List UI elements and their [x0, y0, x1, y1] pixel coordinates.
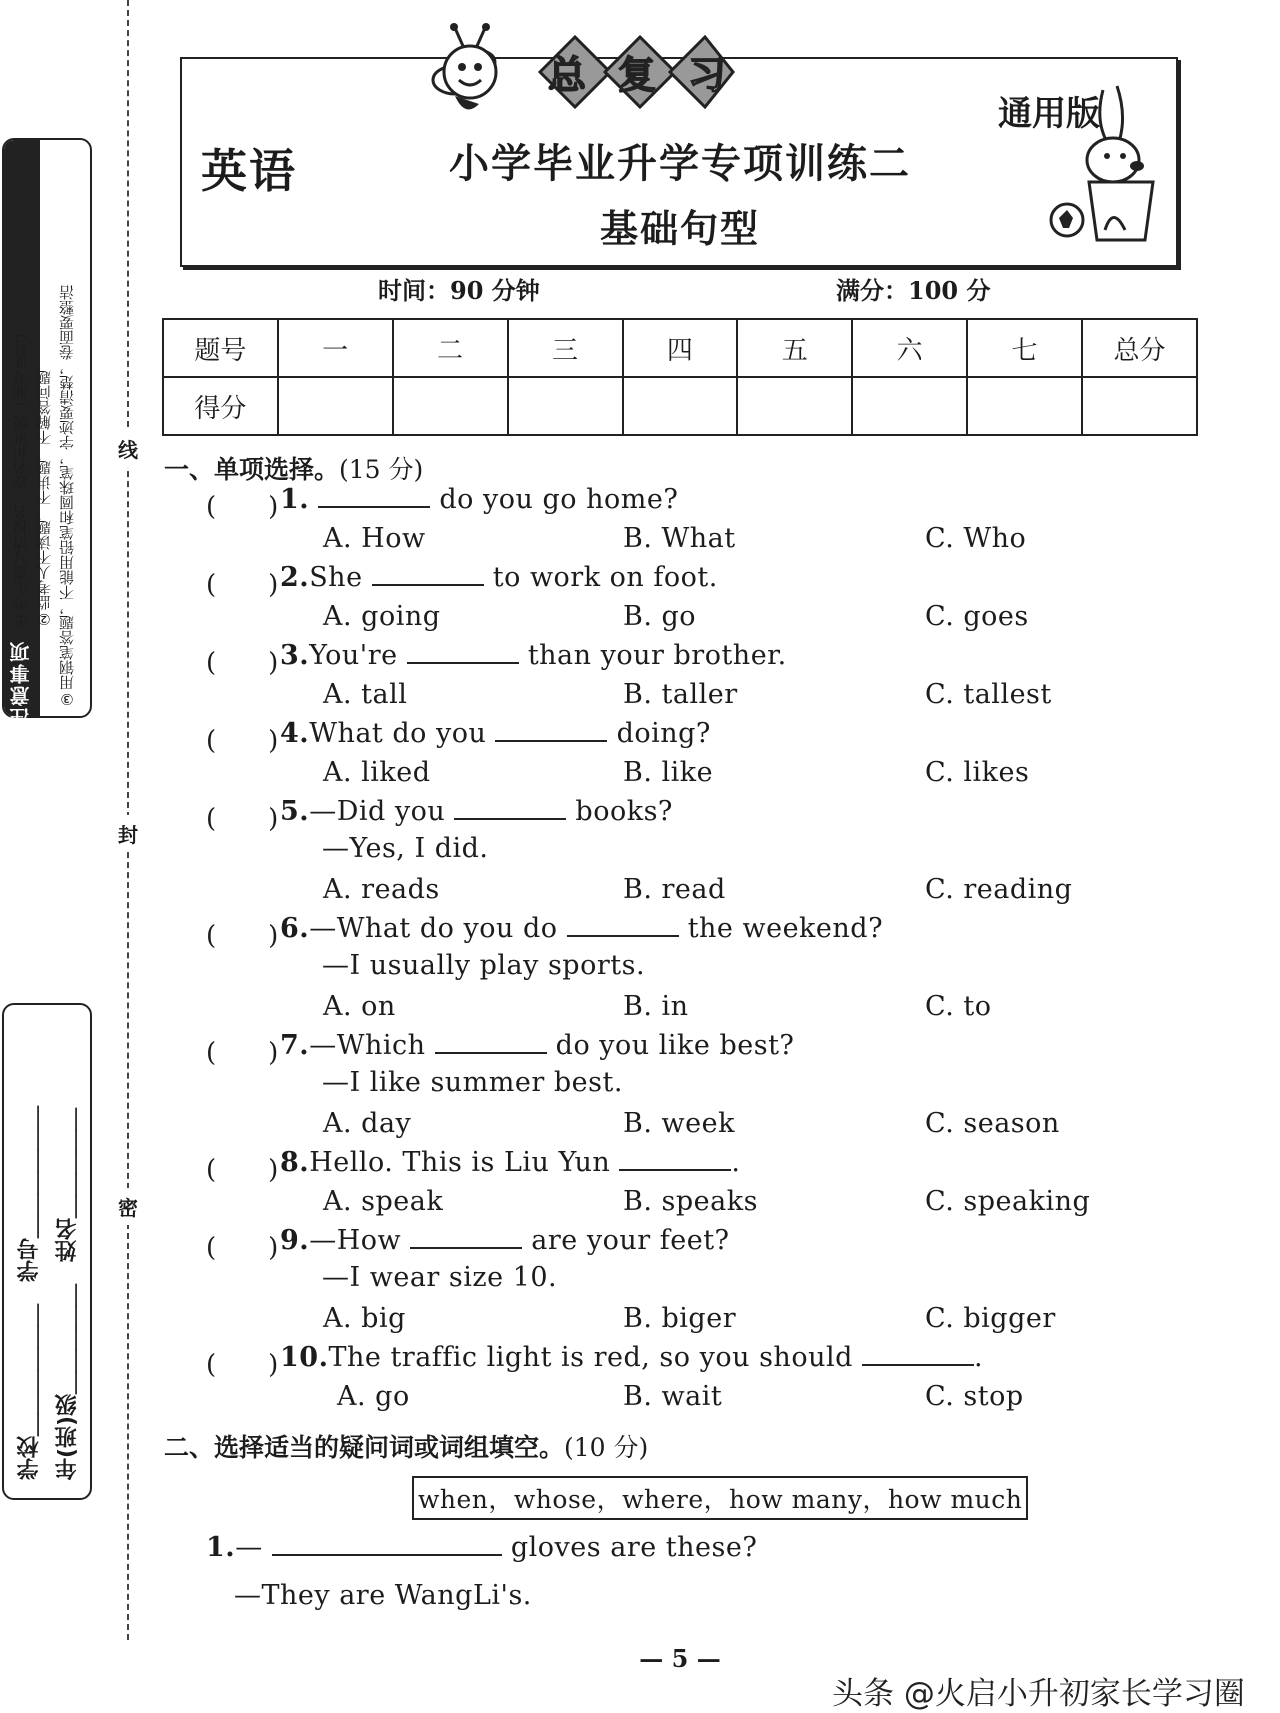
score-table — [162, 318, 1198, 436]
question-text-after: books? — [575, 796, 673, 827]
question-text-after: doing? — [616, 718, 711, 749]
question-line — [280, 640, 787, 671]
answer-blank[interactable] — [435, 1030, 547, 1054]
s2-question-1 — [206, 1532, 757, 1563]
answer-paren[interactable]: ( ) — [206, 570, 279, 600]
answer-paren[interactable]: ( ) — [206, 804, 279, 834]
dialogue-answer: —I usually play sports. — [322, 950, 646, 981]
question-text-before: You're — [309, 640, 398, 671]
score-input-cell[interactable] — [967, 377, 1082, 435]
section-2-heading — [164, 1428, 648, 1464]
option-a[interactable]: A. go — [337, 1381, 410, 1412]
answer-blank[interactable] — [862, 1342, 974, 1366]
option-c[interactable]: C. Who — [925, 523, 1027, 554]
score-input-cell[interactable] — [393, 377, 508, 435]
question-number: 9. — [280, 1225, 310, 1256]
answer-paren[interactable]: ( ) — [206, 648, 279, 678]
question-text-after: . — [973, 1342, 984, 1373]
notice-heading: 注意事项 — [9, 640, 33, 728]
question-text-after: than your brother. — [527, 640, 787, 671]
question-text-before: Hello. This is Liu Yun — [309, 1147, 611, 1178]
page-number: — 5 — — [639, 1644, 721, 1673]
question-text-before: —What do you do — [309, 913, 558, 944]
option-c[interactable]: C. stop — [925, 1381, 1024, 1412]
option-b[interactable]: B. week — [623, 1108, 735, 1139]
class-name-field[interactable]: 年(班)级＿＿＿＿＿ 姓名＿＿＿＿＿ — [55, 1107, 80, 1480]
option-c[interactable]: C. tallest — [925, 679, 1052, 710]
answer-paren[interactable]: ( ) — [206, 492, 279, 522]
table-cell: 题号 — [163, 319, 278, 377]
question-number: 10. — [280, 1342, 329, 1373]
question-text-before: What do you — [309, 718, 487, 749]
cut-label-line: 线 — [118, 430, 138, 467]
answer-blank[interactable] — [495, 718, 607, 742]
answer-paren[interactable]: ( ) — [206, 1038, 279, 1068]
answer-blank[interactable] — [318, 484, 430, 508]
question-number: 7. — [280, 1030, 310, 1061]
question-line — [280, 1147, 740, 1178]
question-number: 8. — [280, 1147, 310, 1178]
question-text-after: to work on foot. — [492, 562, 718, 593]
question-line — [280, 1342, 983, 1373]
score-input-cell[interactable] — [508, 377, 623, 435]
dash: — — [235, 1532, 263, 1563]
table-cell: 一 — [278, 319, 393, 377]
rabbit-mascot-icon — [1045, 80, 1180, 250]
question-line — [280, 796, 673, 827]
question-number: 6. — [280, 913, 310, 944]
question-line — [280, 484, 678, 515]
question-line — [280, 718, 711, 749]
s2-question-text: gloves are these? — [510, 1532, 758, 1563]
option-c[interactable]: C. reading — [925, 874, 1073, 905]
answer-paren[interactable]: ( ) — [206, 726, 279, 756]
full-score: 满分：100 分 — [836, 276, 991, 305]
answer-paren[interactable]: ( ) — [206, 921, 279, 951]
option-c[interactable]: C. bigger — [925, 1303, 1056, 1334]
section-1-points: (15 分) — [339, 455, 424, 484]
time-limit: 时间：90 分钟 — [378, 276, 540, 305]
score-input-cell[interactable] — [623, 377, 738, 435]
dialogue-answer: —I like summer best. — [322, 1067, 623, 1098]
option-c[interactable]: C. speaking — [925, 1186, 1091, 1217]
option-b[interactable]: B. taller — [623, 679, 738, 710]
dialogue-answer: —Yes, I did. — [322, 833, 489, 864]
option-a[interactable]: A. How — [323, 523, 426, 554]
question-line — [280, 562, 718, 593]
question-line — [280, 1225, 730, 1256]
option-b[interactable]: B. biger — [623, 1303, 737, 1334]
question-text-before: —How — [309, 1225, 402, 1256]
option-a[interactable]: A. big — [323, 1303, 406, 1334]
section-2-title: 二、选择适当的疑问词或词组填空。 — [164, 1433, 565, 1462]
table-cell: 七 — [967, 319, 1082, 377]
question-line — [280, 1030, 794, 1061]
answer-blank[interactable] — [567, 913, 679, 937]
cut-label-seal: 封 — [118, 815, 138, 852]
s2-answer-1: —They are WangLi's. — [234, 1580, 532, 1611]
question-line — [280, 913, 883, 944]
section-1-heading — [164, 450, 423, 486]
table-cell: 得分 — [163, 377, 278, 435]
table-cell: 五 — [737, 319, 852, 377]
option-a[interactable]: A. speak — [323, 1186, 444, 1217]
question-text-before: —Which — [309, 1030, 426, 1061]
option-a[interactable]: A. day — [323, 1108, 412, 1139]
watermark: 头条 @火启小升初家长学习圈 — [832, 1676, 1245, 1712]
question-text-before: She — [309, 562, 363, 593]
question-text-after: do you go home? — [439, 484, 679, 515]
table-cell: 三 — [508, 319, 623, 377]
question-text-after: are your feet? — [531, 1225, 730, 1256]
page-title: 小学毕业升学专项训练二 — [449, 141, 911, 187]
word-bank: when，whose，where，how many，how much — [412, 1476, 1028, 1520]
answer-paren[interactable]: ( ) — [206, 1155, 279, 1185]
subject-title: 英语 — [201, 144, 297, 198]
section-2-points: (10 分) — [564, 1433, 649, 1462]
answer-blank[interactable] — [410, 1225, 522, 1249]
option-b[interactable]: B. like — [623, 757, 714, 788]
question-text-before: The traffic light is red, so you should — [328, 1342, 853, 1373]
table-cell: 四 — [623, 319, 738, 377]
question-number: 4. — [280, 718, 310, 749]
option-b[interactable]: B. read — [623, 874, 726, 905]
question-text-after: do you like best? — [555, 1030, 795, 1061]
question-text-after: the weekend? — [687, 913, 884, 944]
dialogue-answer: —I wear size 10. — [322, 1262, 558, 1293]
answer-blank[interactable] — [407, 640, 519, 664]
answer-blank[interactable] — [454, 796, 566, 820]
score-input-cell[interactable] — [278, 377, 393, 435]
option-b[interactable]: B. What — [623, 523, 736, 554]
school-id-field[interactable]: 学校＿＿＿＿＿＿ 学号＿＿＿＿＿＿ — [17, 1106, 42, 1480]
question-number: 5. — [280, 796, 310, 827]
edition-label: 通用版 — [998, 94, 1100, 134]
answer-blank[interactable] — [272, 1532, 502, 1556]
score-input-cell[interactable] — [737, 377, 852, 435]
table-cell: 二 — [393, 319, 508, 377]
s2-question-number: 1. — [206, 1532, 236, 1563]
section-1-title: 一、单项选择。 — [164, 455, 340, 484]
score-input-cell[interactable] — [1082, 377, 1197, 435]
option-a[interactable]: A. on — [323, 991, 396, 1022]
notice-item-1: ①考生要写清校名、姓名和班级（准考证号） — [12, 325, 30, 628]
table-row — [163, 319, 1197, 377]
option-b[interactable]: B. go — [623, 601, 697, 632]
option-c[interactable]: C. likes — [925, 757, 1030, 788]
option-a[interactable]: A. tall — [323, 679, 408, 710]
question-text-before: —Did you — [309, 796, 446, 827]
question-number: 1. — [280, 484, 310, 515]
notice-item-2: ②监考人不读题、不讲题、不解答问题 — [35, 370, 53, 628]
option-a[interactable]: A. reads — [323, 874, 440, 905]
option-a[interactable]: A. liked — [323, 757, 431, 788]
option-c[interactable]: C. goes — [925, 601, 1029, 632]
notice-item-3: ③用钢笔答题，不能用铅笔和圆珠笔，字迹要清楚，卷面要整洁 — [58, 285, 76, 708]
option-b[interactable]: B. wait — [623, 1381, 723, 1412]
cut-label-secret: 密 — [118, 1188, 138, 1225]
question-text-after: . — [731, 1147, 741, 1178]
answer-paren[interactable]: ( ) — [206, 1350, 279, 1380]
table-cell: 六 — [852, 319, 967, 377]
page-subtitle: 基础句型 — [599, 207, 760, 251]
option-c[interactable]: C. season — [925, 1108, 1060, 1139]
option-a[interactable]: A. going — [323, 601, 441, 632]
question-number: 2. — [280, 562, 310, 593]
option-b[interactable]: B. speaks — [623, 1186, 758, 1217]
option-b[interactable]: B. in — [623, 991, 689, 1022]
table-row — [163, 377, 1197, 435]
answer-blank[interactable] — [372, 562, 484, 586]
score-input-cell[interactable] — [852, 377, 967, 435]
question-number: 3. — [280, 640, 310, 671]
option-c[interactable]: C. to — [925, 991, 992, 1022]
answer-blank[interactable] — [619, 1147, 731, 1171]
review-banner-text: 总复习 — [548, 53, 759, 97]
answer-paren[interactable]: ( ) — [206, 1233, 279, 1263]
table-cell: 总分 — [1082, 319, 1197, 377]
